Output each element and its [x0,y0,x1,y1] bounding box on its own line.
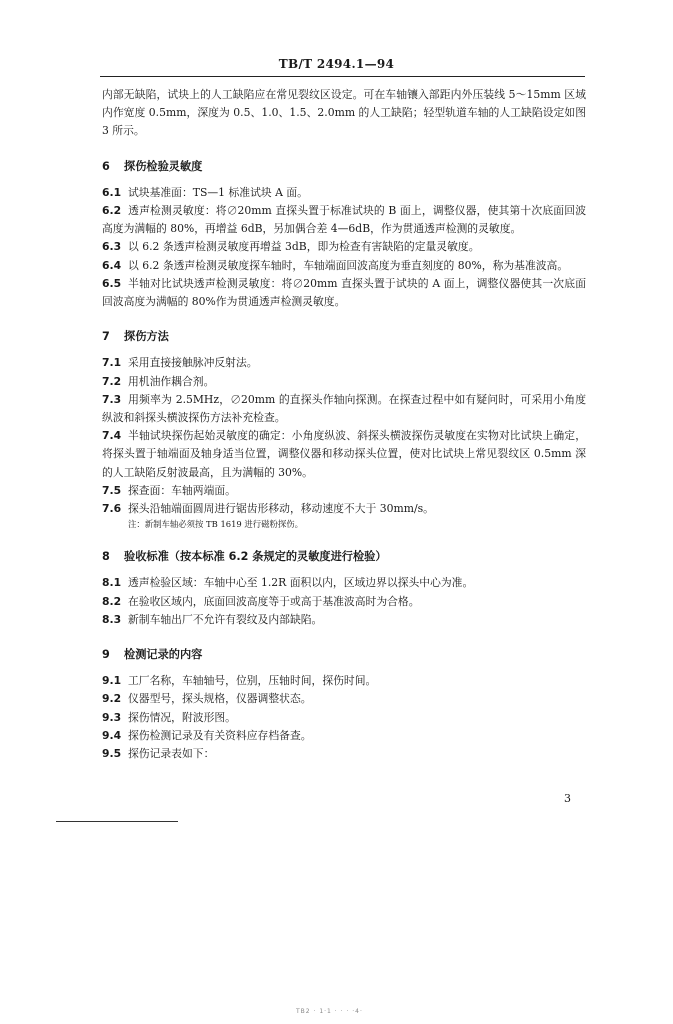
clause-8-3 [102,611,586,629]
page-number: 3 [564,792,571,805]
clause-9-3 [102,709,586,727]
clause-text: 用机油作耦合剂。 [128,374,215,388]
clause-text: 在验收区域内，底面回波高度等于或高于基准波高时为合格。 [128,594,420,608]
clause-7-1 [102,354,586,372]
clause-number: 6.1 [102,185,122,199]
clause-text: 探头沿轴端面圆周进行锯齿形移动，移动速度不大于 30mm/s。 [128,502,434,516]
clause-text: 用频率为 2.5MHz，∅20mm 的直探头作轴向探测。在探查过程中如有疑问时，可采用小角度纵波和斜探头横波探伤方法补充检查。 [102,392,586,425]
clause-text: 采用直接接触脉冲反射法。 [128,356,258,370]
header-divider [100,76,585,77]
clause-text: 探伤情况，附波形图。 [128,710,236,724]
scan-mark: TB2 · 1·1 · · · ·4· [296,1008,363,1015]
clause-7-3 [102,391,586,427]
clause-6-3 [102,238,586,256]
clause-9-4 [102,727,586,745]
clause-7-2 [102,373,586,391]
clause-number: 9.2 [102,692,122,706]
clause-number: 7.5 [102,483,122,497]
clause-6-5 [102,275,586,311]
clause-number: 7.4 [102,429,122,443]
clause-6-1 [102,184,586,202]
clause-text: 探伤记录表如下： [128,747,215,761]
clause-number: 8.2 [102,594,122,608]
section-title: 探伤检验灵敏度 [124,159,203,173]
clause-number: 8.3 [102,612,122,626]
section-number: 6 [102,159,110,173]
section-title: 检测记录的内容 [124,648,203,662]
clause-number: 6.3 [102,240,122,254]
clause-number: 9.3 [102,710,122,724]
clause-7-6 [102,500,586,518]
clause-text: 半轴对比试块透声检测灵敏度：将∅20mm 直探头置于试块的 A 面上，调整仪器使其一次底面回波高度为满幅的 80%作为贯通透声检测灵敏度。 [102,276,586,309]
document-body [102,86,586,763]
clause-7-5 [102,482,586,500]
clause-text: 工厂名称，车轴轴号，位别，压轴时间，探伤时间。 [128,674,377,688]
clause-text: 透声检测灵敏度：将∅20mm 直探头置于标准试块的 B 面上，调整仪器，使其第十次底面回波高度为满幅的 80%，再增益 6dB，另加偶合差 4—6dB，作为贯通透声检测的灵敏度。 [102,204,586,236]
section-number: 8 [102,550,110,564]
section-7-heading [102,328,586,346]
section-number: 7 [102,330,110,344]
section-number: 9 [102,648,110,662]
clause-number: 7.6 [102,502,122,516]
clause-8-2 [102,593,586,611]
clause-text: 透声检验区域：车轴中心至 1.2R 面积以内，区域边界以探头中心为准。 [128,576,474,590]
standard-code-header: TB/T 2494.1—94 [278,57,395,71]
clause-text: 仪器型号，探头规格，仪器调整状态。 [128,692,312,706]
clause-number: 7.1 [102,356,122,370]
intro-paragraph: 内部无缺陷，试块上的人工缺陷应在常见裂纹区设定。可在车轴镶入部距内外压装线 5～15mm 区域内作宽度 0.5mm，深度为 0.5、1.0、1.5、2.0mm 的人工缺陷；轻型轨道车轴的人工缺陷设定如图 3 所示。 [102,88,586,138]
clause-9-1 [102,672,586,690]
section-title: 探伤方法 [124,330,169,344]
clause-number: 9.1 [102,674,122,688]
clause-number: 9.4 [102,728,122,742]
clause-9-5 [102,745,586,763]
clause-8-1 [102,574,586,592]
section-9-heading [102,646,586,664]
section-6-heading [102,158,586,176]
clause-text: 半轴试块探伤起始灵敏度的确定：小角度纵波、斜探头横波探伤灵敏度在实物对比试块上确定，将探头置于轴端面及轴身适当位置，调整仪器和移动探头位置，使对比试块上常见裂纹区 0.5mm 深的人工缺陷反射波最高，且为满幅的 30%。 [102,429,586,479]
footer-rule [56,821,178,822]
clause-7-4 [102,427,586,482]
clause-text: 探查面：车轴两端面。 [128,483,236,497]
clause-6-4 [102,257,586,275]
clause-number: 7.3 [102,392,122,406]
clause-text: 试块基准面：TS—1 标准试块 A 面。 [128,185,308,199]
clause-9-2 [102,690,586,708]
clause-text: 探伤检测记录及有关资料应存档备查。 [128,728,312,742]
clause-text: 以 6.2 条透声检测灵敏度探车轴时，车轴端面回波高度为垂直刻度的 80%，称为基准波高。 [128,258,569,272]
section-7-note: 注：新制车轴必须按 TB 1619 进行磁粉探伤。 [128,519,304,530]
clause-text: 新制车轴出厂不允许有裂纹及内部缺陷。 [128,612,323,626]
section-8-heading [102,548,586,566]
clause-number: 6.2 [102,204,122,218]
clause-text: 以 6.2 条透声检测灵敏度再增益 3dB，即为检查有害缺陷的定量灵敏度。 [128,240,480,254]
clause-number: 6.4 [102,258,122,272]
section-title: 验收标准（按本标准 6.2 条规定的灵敏度进行检验） [124,550,387,564]
clause-number: 6.5 [102,276,122,290]
clause-6-2 [102,202,586,238]
clause-number: 8.1 [102,576,122,590]
clause-number: 7.2 [102,374,122,388]
clause-number: 9.5 [102,747,122,761]
